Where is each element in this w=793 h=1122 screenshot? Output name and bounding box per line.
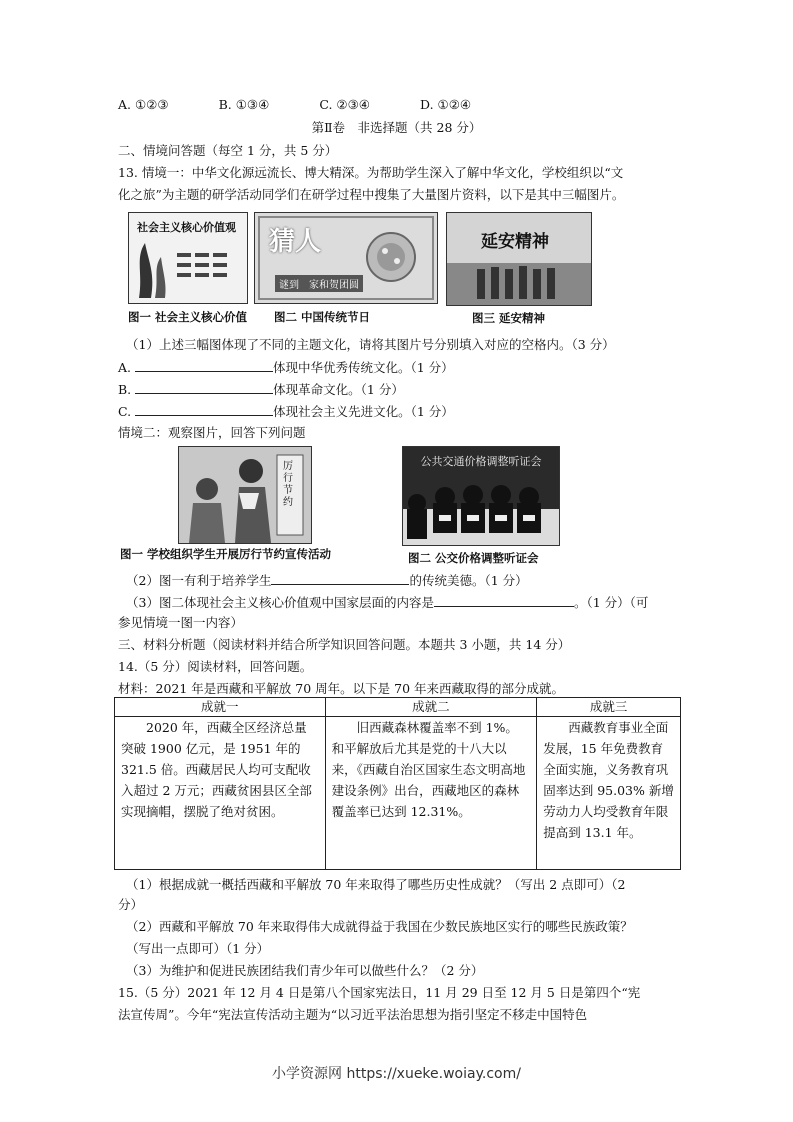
page-footer: 小学资源网 https://xueke.woiay.com/ (272, 1066, 521, 1082)
q14-material: 材料：2021 年是西藏和平解放 70 周年。以下是 70 年来西藏取得的部分成就。 (118, 681, 564, 696)
table-cell-achievement-3: 西藏教育事业全面发展，15 年免费教育全面实施，义务教育巩固率达到 95.03% 新增劳动力人均受教育年限提高到 13.1 年。 (537, 717, 681, 870)
q14-sub3: （3）为维护和促进民族团结我们青少年可以做些什么？（2 分） (126, 963, 484, 978)
blank-a-prefix: A. (118, 360, 132, 375)
q13-sub3-cont: 参见情境一图一内容） (118, 615, 244, 630)
photo-yanan-spirit (446, 212, 592, 306)
blank-c-prefix: C. (118, 404, 132, 419)
photo-thrift-campaign (178, 446, 312, 544)
q13-sub3 (126, 593, 648, 612)
caption-fig1: 图一 社会主义核心价值 (128, 310, 248, 324)
q13-sub1: （1）上述三幅图体现了不同的主题文化，请将其图片号分别填入对应的空格内。（3 分） (126, 337, 615, 352)
q15-line2: 法宣传周”。今年“宪法宣传活动主题为“以习近平法治思想为指引坚定不移走中国特色 (118, 1007, 588, 1022)
blank-line-b (118, 380, 404, 399)
sub2-suffix: 的传统美德。（1 分） (409, 573, 528, 588)
q13-intro-line1: 13. 情境一：中华文化源远流长、博大精深。为帮助学生深入了解中华文化，学校组织以“文 (118, 165, 624, 180)
photo-traditional-festival (254, 212, 438, 304)
q14-sub2-line1: （2）西藏和平解放 70 年来取得伟大成就得益于我国在少数民族地区实行的哪些民族政策？ (126, 919, 633, 934)
part3-heading: 三、材料分析题（阅读材料并结合所学知识回答问题。本题共 3 小题，共 14 分） (118, 637, 571, 652)
blank-a-suffix: 体现中华优秀传统文化。（1 分） (273, 360, 454, 375)
sub3-prefix: （3）图二体现社会主义核心价值观中国家层面的内容是 (126, 595, 434, 610)
blank-b-suffix: 体现革命文化。（1 分） (273, 382, 404, 397)
table-row (115, 717, 681, 870)
option-b: B. ①③④ (218, 97, 270, 112)
blank-b[interactable] (135, 380, 273, 394)
scene2-heading: 情境二：观察图片，回答下列问题 (118, 425, 306, 440)
table-cell-achievement-2: 旧西藏森林覆盖率不到 1%。和平解放后尤其是党的十八大以来，《西藏自治区国家生态文明高地建设条例》出台，西藏地区的森林覆盖率已达到 12.31%。 (325, 717, 537, 870)
table-header: 成就一 (115, 698, 326, 717)
table-header-row (115, 698, 681, 717)
achievements-table (114, 697, 681, 870)
caption-scene2-fig1: 图一 学校组织学生开展厉行节约宣传活动 (120, 547, 332, 561)
sub2-prefix: （2）图一有利于培养学生 (126, 573, 272, 588)
photo-fare-hearing (402, 446, 560, 546)
section-title: 第Ⅱ卷 非选择题（共 28 分） (311, 120, 482, 135)
blank-a[interactable] (135, 358, 273, 372)
core-values-title: 社会主义核心价值观 (137, 221, 236, 234)
table-header: 成就三 (537, 698, 681, 717)
photo-core-values (128, 212, 248, 304)
q14-title: 14.（5 分）阅读材料，回答问题。 (118, 659, 313, 674)
festival-riddle-text: 猜人 (269, 227, 322, 257)
part2-heading: 二、情境问答题（每空 1 分，共 5 分） (118, 143, 338, 158)
q13-sub2 (126, 571, 528, 590)
caption-fig2: 图二 中国传统节日 (274, 310, 371, 324)
sub3-suffix: 。（1 分）（可 (573, 595, 649, 610)
festival-banner: 谜到 家和贺团圆 (275, 275, 363, 292)
q14-sub2-line2: （写出一点即可）（1 分） (126, 941, 270, 956)
option-a: A. ①②③ (118, 97, 169, 112)
blank-line-a (118, 358, 454, 377)
blank-c[interactable] (135, 402, 273, 416)
q14-sub1-line1: （1）根据成就一概括西藏和平解放 70 年来取得了哪些历史性成就？（写出 2 点即可）（2 (126, 877, 626, 892)
option-d: D. ①②④ (420, 97, 472, 112)
hearing-banner: 公共交通价格调整听证会 (420, 455, 542, 468)
q13-intro-line2: 化之旅”为主题的研学活动同学们在研学过程中搜集了大量图片资料，以下是其中三幅图片。 (118, 187, 625, 202)
blank-b-prefix: B. (118, 382, 132, 397)
table-cell-achievement-1: 2020 年，西藏全区经济总量突破 1900 亿元，是 1951 年的 321.5 倍。西藏居民人均可支配收入超过 2 万元；西藏贫困县区全部实现摘帽，摆脱了绝对贫困。 (115, 717, 326, 870)
yanan-title: 延安精神 (481, 232, 549, 252)
table-header: 成就二 (325, 698, 537, 717)
blank-sub3[interactable] (434, 593, 574, 607)
blank-line-c (118, 402, 454, 421)
blank-sub2[interactable] (271, 571, 409, 585)
answer-options-row (118, 96, 517, 114)
thrift-sign: 厉行节约 (283, 461, 293, 508)
q14-sub1-line2: 分） (118, 897, 144, 912)
caption-scene2-fig2: 图二 公交价格调整听证会 (408, 551, 539, 565)
option-c: C. ②③④ (319, 97, 371, 112)
caption-fig3: 图三 延安精神 (472, 311, 546, 325)
q15-line1: 15.（5 分）2021 年 12 月 4 日是第八个国家宪法日，11 月 29 日至 12 月 5 日是第四个“宪 (118, 985, 641, 1000)
blank-c-suffix: 体现社会主义先进文化。（1 分） (273, 404, 454, 419)
